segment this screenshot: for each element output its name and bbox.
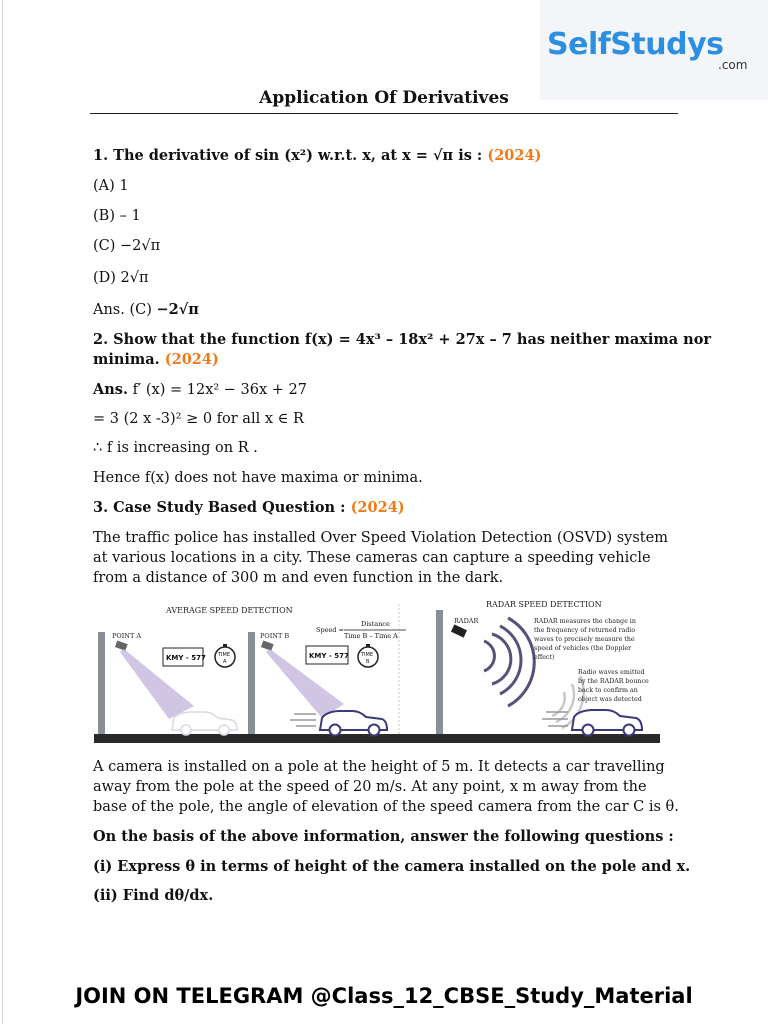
car-ghost-wheel <box>219 725 229 735</box>
title-underline <box>90 113 678 114</box>
q1-option-d: (D) 2√π <box>93 270 149 286</box>
radar-note-line: the frequency of returned radio <box>534 627 636 634</box>
radio-note-line: back to confirm an <box>578 687 638 694</box>
q2-answer-label: Ans. <box>93 381 129 398</box>
radio-note-line: object was detected <box>578 696 642 703</box>
radar-speed-title: RADAR SPEED DETECTION <box>486 600 602 609</box>
question-3-year: (2024) <box>350 499 405 516</box>
sub-question-1: (i) Express θ in terms of height of the camera installed on the pole and x. <box>93 858 691 875</box>
q1-option-a: (A) 1 <box>93 178 129 194</box>
question-1-year: (2024) <box>487 147 542 164</box>
question-2-text-end: minima. <box>93 351 160 368</box>
case-study-intro: The traffic police has installed Over Speed Violation Detection (OSVD) system at various locations in a city. These cameras can capture a speeding vehicle from a distance of 300 m and even function in the dark. <box>93 530 668 586</box>
page-edge <box>2 0 3 1024</box>
question-3-heading <box>93 498 405 518</box>
q2-answer-line-4: Hence f(x) does not have maxima or minima. <box>93 470 423 486</box>
speed-lines-b <box>290 714 316 726</box>
selfstudys-logo <box>540 0 768 100</box>
radar-note <box>534 618 636 661</box>
telegram-footer: JOIN ON TELEGRAM @Class_12_CBSE_Study_Material <box>75 984 693 1008</box>
radar-pole <box>436 610 443 734</box>
radar-note-line: waves to precisely measure the <box>534 636 635 643</box>
timer-b-letter: B <box>366 659 370 665</box>
car-radar-wheel <box>583 725 594 736</box>
case-study-details: A camera is installed on a pole at the height of 5 m. It detects a car travelling away from the pole at the speed of 20 m/s. At any point, x m away from the base of the pole, the angle of elevation of the speed camera from the car C is θ. <box>93 759 679 815</box>
camera-a-icon <box>115 640 128 650</box>
timer-a-letter: A <box>223 659 227 665</box>
logo-text: SelfStudys <box>547 27 724 62</box>
radar-note-line: RADAR measures the change in <box>534 618 636 625</box>
q2-answer-derivative: f′ (x) = 12x² − 36x + 27 <box>132 382 308 398</box>
car-b-wheel <box>330 725 341 736</box>
car-radar-wheel <box>624 725 635 736</box>
timer-a-knob <box>223 644 227 647</box>
radio-note-line: Radio waves emitted <box>578 669 645 676</box>
q1-answer <box>93 300 199 320</box>
radar-note-line: speed of vehicles (the Doppler <box>534 645 632 652</box>
question-1-text: 1. The derivative of sin (x²) w.r.t. x, at x = √π is : <box>93 147 483 164</box>
radar-waves <box>484 618 534 706</box>
q2-answer-line-3: ∴ f is increasing on R . <box>93 440 258 456</box>
pole-a <box>98 632 105 734</box>
logo-suffix: .com <box>718 58 748 72</box>
question-3-heading-text: 3. Case Study Based Question : <box>93 499 346 516</box>
radar-camera-icon <box>451 624 467 637</box>
page-title: Application Of Derivatives <box>259 88 509 108</box>
q1-answer-value: −2√π <box>156 301 199 318</box>
pole-b <box>248 632 255 734</box>
case-study-instruction: On the basis of the above information, answer the following questions : <box>93 828 674 845</box>
timer-b-knob <box>366 644 370 647</box>
timer-a-label: TIME <box>218 652 231 658</box>
q1-answer-label: Ans. (C) <box>93 302 152 318</box>
point-b-label: POINT B <box>260 632 290 640</box>
radio-note-line: by the RADAR bounce <box>578 678 649 685</box>
car-ghost-wheel <box>181 725 191 735</box>
q2-answer-line-1 <box>93 380 307 400</box>
sub-question-2: (ii) Find dθ/dx. <box>93 887 214 904</box>
speed-formula-numerator: Distance <box>361 620 390 628</box>
radar-note-line: effect) <box>534 654 555 661</box>
speed-formula-label: Speed = <box>316 626 344 634</box>
question-1 <box>93 146 541 166</box>
average-speed-title: AVERAGE SPEED DETECTION <box>166 606 293 615</box>
point-a-label: POINT A <box>112 632 142 640</box>
plate-b-text: KMY - 577 <box>309 652 349 660</box>
speed-formula-denominator: Time B – Time A <box>344 632 398 640</box>
q1-option-b: (B) – 1 <box>93 208 141 224</box>
camera-b-icon <box>261 640 274 650</box>
question-2-line-1: 2. Show that the function f(x) = 4x³ – 18x² + 27x – 7 has neither maxima nor <box>93 331 712 348</box>
speed-detection-figure <box>94 596 660 746</box>
radar-label: RADAR <box>454 617 479 625</box>
q1-option-c: (C) −2√π <box>93 238 161 254</box>
question-2-year: (2024) <box>164 351 219 368</box>
timer-b-label: TIME <box>361 652 374 658</box>
question-2-line-2 <box>93 350 219 370</box>
car-b-wheel <box>369 725 380 736</box>
radio-note <box>578 669 649 703</box>
plate-a-text: KMY - 577 <box>166 654 206 662</box>
q2-answer-line-2: = 3 (2 x -3)² ≥ 0 for all x ∈ R <box>93 411 304 427</box>
